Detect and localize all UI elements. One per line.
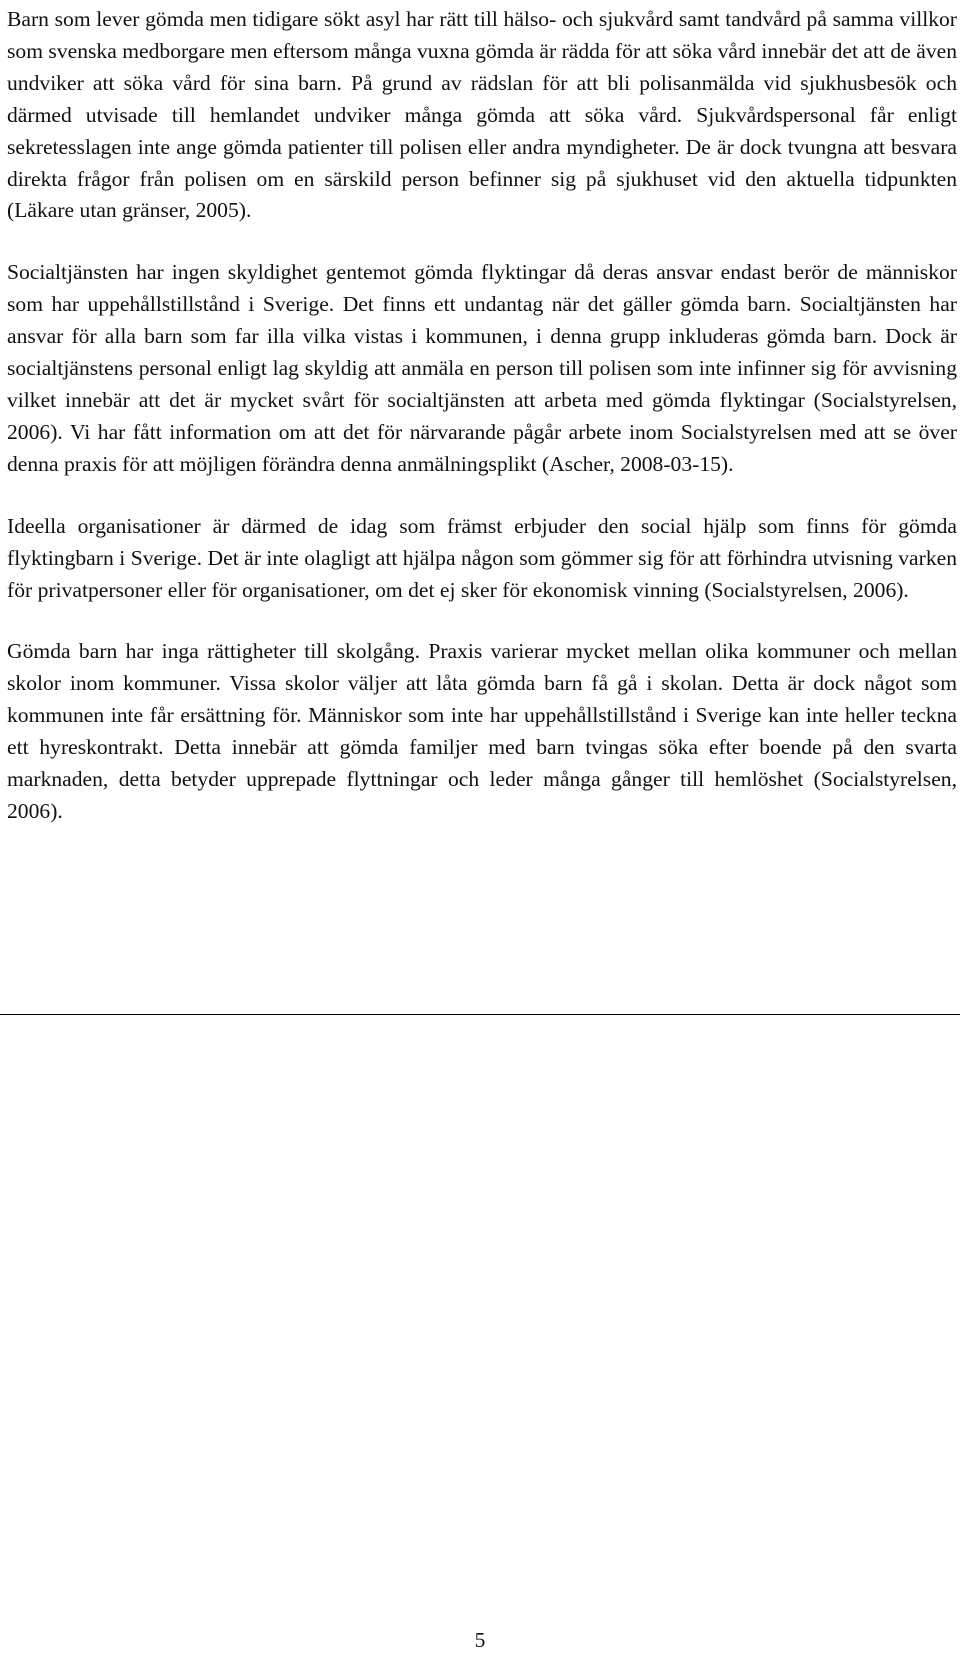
paragraph-social-services: Socialtjänsten har ingen skyldighet gentemot gömda flyktingar då deras ansvar endast berör de människor som har uppehållstillstånd i Sverige. Det finns ett undantag när det gäller gömda barn. Socialtjänsten har ansvar för alla barn som far illa vilka vistas i kommunen, i denna grupp inkluderas gömda barn. Dock är socialtjänstens personal enligt lag skyldig att anmäla en person till polisen som inte infinner sig för avvisning vilket innebär att det är mycket svårt för socialtjänsten att arbeta med gömda flyktingar (Socialstyrelsen, 2006). Vi har fått information om att det för närvarande pågår arbete inom Socialstyrelsen med att se över denna praxis för att möjligen förändra denna anmälningsplikt (Ascher, 2008-03-15). <box>7 260 957 476</box>
horizontal-divider <box>0 1014 960 1015</box>
paragraph-health-care: Barn som lever gömda men tidigare sökt asyl har rätt till hälso- och sjukvård samt tandvård på samma villkor som svenska medborgare men eftersom många vuxna gömda är rädda för att söka vård innebär det att de även undviker att söka vård för sina barn. På grund av rädslan för att bli polisanmälda vid sjukhusbesök och därmed utvisade till hemlandet undviker många gömda att söka vård. Sjukvårdspersonal får enligt sekretesslagen inte ange gömda patienter till polisen eller andra myndigheter. De är dock tvungna att besvara direkta frågor från polisen om en särskild person befinner sig på sjukhuset vid den aktuella tidpunkten (Läkare utan gränser, 2005). <box>7 7 957 223</box>
paragraph-ngos: Ideella organisationer är därmed de idag som främst erbjuder den social hjälp som finns för gömda flyktingbarn i Sverige. Det är inte olagligt att hjälpa någon som gömmer sig för att förhindra utvisning varken för privatpersoner eller för organisationer, om det ej sker för ekonomisk vinning (Socialstyrelsen, 2006). <box>7 513 957 602</box>
body-text <box>7 4 957 858</box>
page-number: 5 <box>474 1628 486 1652</box>
paragraph-schooling: Gömda barn har inga rättigheter till skolgång. Praxis varierar mycket mellan olika kommuner och mellan skolor inom kommuner. Vissa skolor väljer att låta gömda barn få gå i skolan. Detta är dock något som kommunen inte får ersättning för. Människor som inte har uppehållstillstånd i Sverige kan inte heller teckna ett hyreskontrakt. Detta innebär att gömda familjer med barn tvingas söka efter boende på den svarta marknaden, detta betyder upprepade flyttningar och leder många gånger till hemlöshet (Socialstyrelsen, 2006). <box>7 639 957 823</box>
